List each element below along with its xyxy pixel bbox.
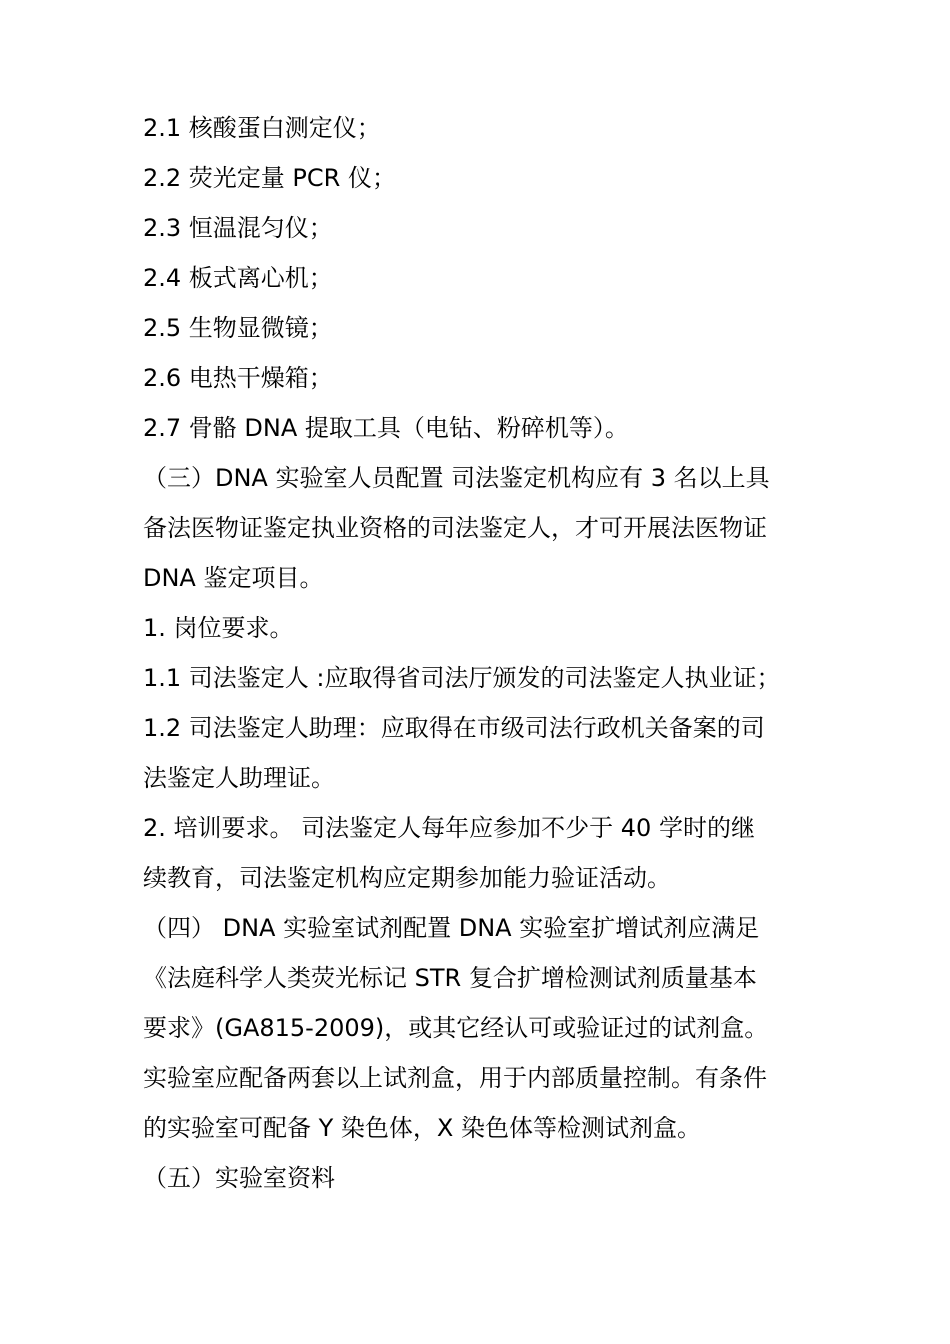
- list-item-2-1: 2.1 核酸蛋白测定仪；: [143, 114, 381, 142]
- section-4-text-line: 要求》(GA815-2009)，或其它经认可或验证过的试剂盒。: [143, 1014, 769, 1042]
- section-3-heading-line: （三）DNA 实验室人员配置 司法鉴定机构应有 3 名以上具: [143, 464, 770, 492]
- section-4-heading-line: （四） DNA 实验室试剂配置 DNA 实验室扩增试剂应满足: [143, 914, 760, 942]
- list-item-1-2-continued: 法鉴定人助理证。: [143, 764, 335, 792]
- list-item-2-3: 2.3 恒温混匀仪；: [143, 214, 333, 242]
- subheading-post-requirements: 1. 岗位要求。: [143, 614, 294, 642]
- list-item-2-2: 2.2 荧光定量 PCR 仪；: [143, 164, 396, 192]
- training-requirements-line: 2. 培训要求。 司法鉴定人每年应参加不少于 40 学时的继: [143, 814, 755, 842]
- section-5-heading: （五）实验室资料: [143, 1164, 335, 1192]
- list-item-2-4: 2.4 板式离心机；: [143, 264, 333, 292]
- section-4-text-line: 实验室应配备两套以上试剂盒，用于内部质量控制。有条件: [143, 1064, 767, 1092]
- section-3-text-line: 备法医物证鉴定执业资格的司法鉴定人，才可开展法医物证: [143, 514, 767, 542]
- training-requirements-line: 续教育，司法鉴定机构应定期参加能力验证活动。: [143, 864, 671, 892]
- list-item-2-7: 2.7 骨骼 DNA 提取工具（电钻、粉碎机等）。: [143, 414, 629, 442]
- section-3-text-line: DNA 鉴定项目。: [143, 564, 324, 592]
- section-4-text-line: 《法庭科学人类荧光标记 STR 复合扩增检测试剂质量基本: [143, 964, 757, 992]
- list-item-2-6: 2.6 电热干燥箱；: [143, 364, 333, 392]
- list-item-1-1: 1.1 司法鉴定人 :应取得省司法厅颁发的司法鉴定人执业证；: [143, 664, 781, 692]
- list-item-2-5: 2.5 生物显微镜；: [143, 314, 333, 342]
- document-body: [143, 103, 833, 1203]
- list-item-1-2: 1.2 司法鉴定人助理：应取得在市级司法行政机关备案的司: [143, 714, 765, 742]
- section-4-text-line: 的实验室可配备 Y 染色体，X 染色体等检测试剂盒。: [143, 1114, 701, 1142]
